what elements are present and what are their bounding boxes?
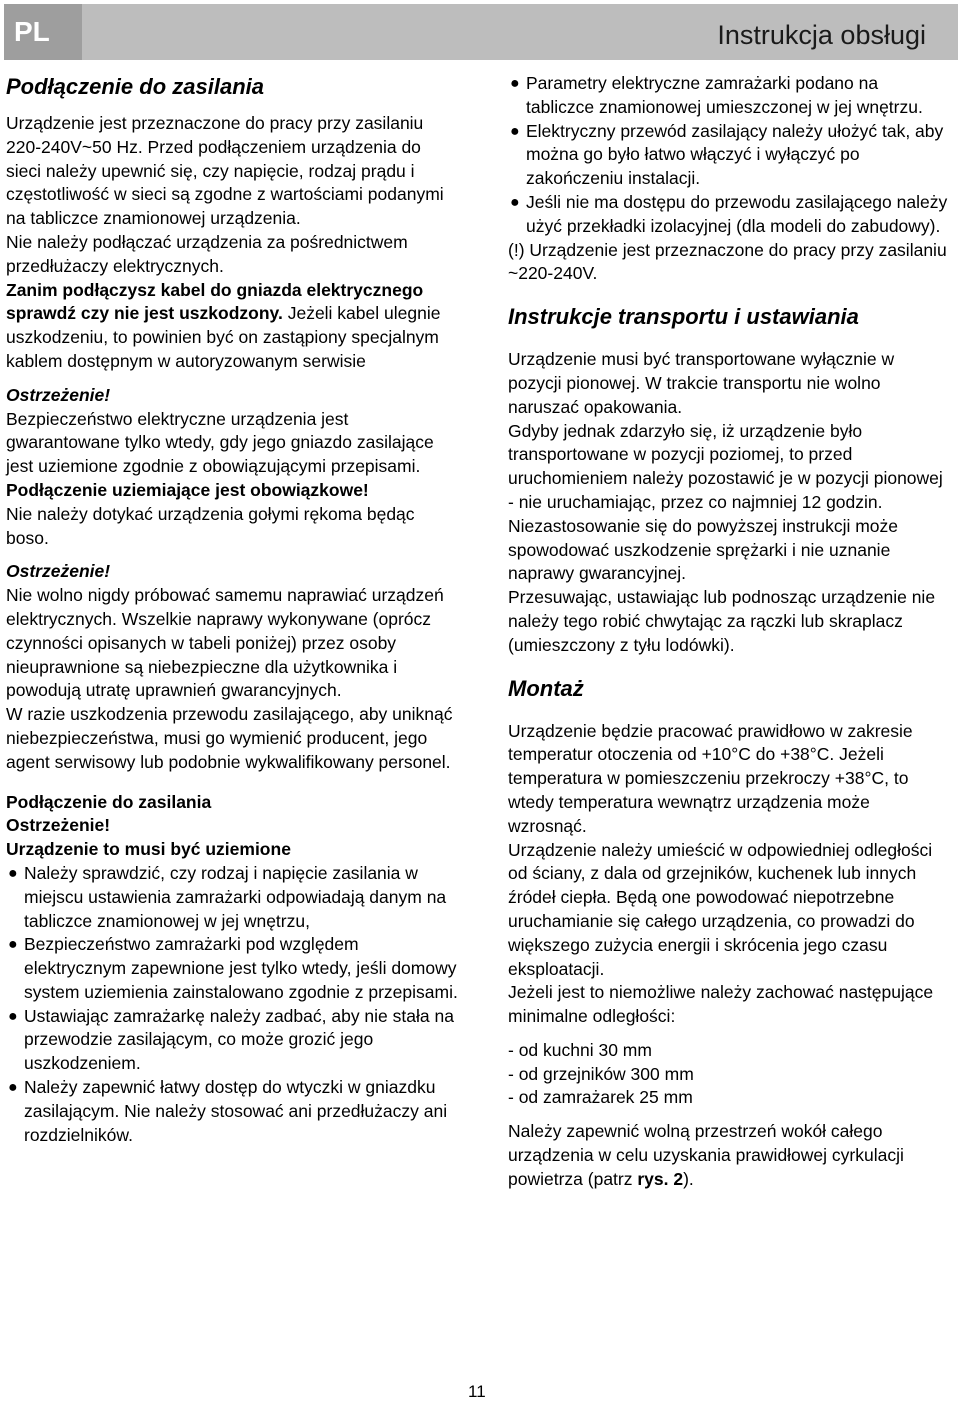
paragraph-cable xyxy=(6,279,460,374)
paragraph-barefoot: Nie należy dotykać urządzenia gołymi rękoma będąc boso. xyxy=(6,503,415,548)
paragraph-compressor: Niezastosowanie się do powyższej instrukcji może spowodować uszkodzenie sprężarki i nie uznanie naprawy gwarancyjnej. xyxy=(508,515,899,584)
left-column xyxy=(6,72,460,1147)
list-item: ● Parametry elektryczne zamrażarki podano na tabliczce znamionowej umieszczonej w jej wnętrzu. xyxy=(510,73,923,117)
bullet-icon: ● xyxy=(510,122,520,140)
paragraph-transport-vertical: Urządzenie musi być transportowane wyłącznie w pozycji pionowej. W trakcie transportu nie wolno naruszać opakowania. xyxy=(508,349,895,417)
list-item: ● Należy zapewnić łatwy dostęp do wtyczki w gniazdku zasilającym. Nie należy stosować ani przedłużaczy ani rozdzielników. xyxy=(8,1077,448,1145)
bullet-icon: ● xyxy=(8,1007,18,1025)
cable-check-rest: Jeżeli kabel ulegnie uszkodzeniu, to powinien być on zastąpiony specjalnym kablem dostępnym w autoryzowanym serwisie xyxy=(6,303,441,371)
paragraph-air-circulation: Należy zapewnić wolną przestrzeń wokół całego urządzenia w celu uzyskania prawidłowej cyrkulacji powietrza (patrz rys. 2). xyxy=(508,1121,904,1189)
list-item: ● Jeśli nie ma dostępu do przewodu zasilającego należy użyć przekładki izolacyjnej (dla modeli do zabudowy). xyxy=(510,191,948,236)
paragraph-grounding: Podłączenie uziemiające jest obowiązkowe! xyxy=(6,479,369,500)
paragraph-handles: Przesuwając, ustawiając lub podnosząc urządzenie nie należy tego robić chwytając za rączki lub skraplacz (umieszczony z tyłu lodówki). xyxy=(508,587,936,655)
bullet-icon: ● xyxy=(8,1079,18,1097)
distance-kitchen: - od kuchni 30 mm xyxy=(508,1039,652,1060)
bullet-icon: ● xyxy=(510,193,520,211)
subheading-warning: Ostrzeżenie! xyxy=(6,815,111,836)
paragraph-transport-horizontal: Gdyby jednak zdarzyło się, iż urządzenie było transportowane w pozycji poziomej, to przed uruchomieniem należy pozostawić je w pozycji pionowej - nie uruchamiając, przez co najmniej 12 godzin. xyxy=(508,420,943,512)
distance-freezer: - od zamrażarek 25 mm xyxy=(508,1087,693,1108)
subheading-power: Podłączenie do zasilania xyxy=(6,791,212,812)
voltage-note: (!) Urządzenie jest przeznaczone do pracy przy zasilaniu ~220-240V. xyxy=(508,239,947,284)
paragraph-repairs: Nie wolno nigdy próbować samemu naprawiać urządzeń elektrycznych. Wszelkie naprawy wykonywane (oprócz czynności opisanych w tabeli poniżej) przez osoby nieuprawnione są niebezpieczne dla użytkownika i powodują utratę uprawnień gwarancyjnych. xyxy=(6,585,444,701)
list-item: ● Bezpieczeństwo zamrażarki pod względem elektrycznym zapewnione jest tylko wtedy, jeśli domowy system uziemienia zainstalowano zgodnie z przepisami. xyxy=(8,934,458,1002)
paragraph-extension: Nie należy podłączać urządzenia za pośrednictwem przedłużaczy elektrycznych. xyxy=(6,231,408,276)
paragraph-distances-intro: Jeżeli jest to niemożliwe należy zachować następujące minimalne odległości: xyxy=(508,982,934,1027)
paragraph-voltage: Urządzenie jest przeznaczone do pracy przy zasilaniu 220-240V~50 Hz. Przed podłączeniem urządzenia do sieci należy upewnić się, czy napięcie, rodzaj prądu i częstotliwość w sieci są zgodne z wartościami podanymi na tabliczce znamionowej urządzenia. xyxy=(6,113,444,229)
warning-label-2: Ostrzeżenie! xyxy=(6,561,111,582)
distance-radiator: - od grzejników 300 mm xyxy=(508,1063,694,1084)
figure-reference: rys. 2 xyxy=(637,1168,684,1189)
right-column xyxy=(508,72,948,1192)
section-heading-power: Podłączenie do zasilania xyxy=(6,74,264,99)
list-item: ● Ustawiając zamrażarkę należy zadbać, aby nie stała na przewodzie zasilającym, co może grozić jego uszkodzeniem. xyxy=(8,1005,454,1074)
subheading-grounded: Urządzenie to musi być uziemione xyxy=(6,839,291,860)
paragraph-placement: Urządzenie należy umieścić w odpowiedniej odległości od ściany, z dala od grzejników, kuchenek lub innych źródeł ciepła. Będą one powodować niepotrzebne uruchamianie się całego urządzenia, co prowadzi do większego zużycia energii i skrócenia jego czasu eksploatacji. xyxy=(508,839,933,979)
list-item: ● Należy sprawdzić, czy rodzaj i napięcie zasilania w miejscu ustawienia zamrażarki odpowiadają danym na tabliczce znamionowej w jej wnętrzu, xyxy=(8,862,447,931)
section-heading-transport: Instrukcje transportu i ustawiania xyxy=(508,304,859,330)
bullet-icon: ● xyxy=(510,75,520,92)
cable-check-bold: Zanim podłączysz kabel do gniazda elektrycznego sprawdź czy nie jest uszkodzony. xyxy=(6,279,424,324)
bullet-icon: ● xyxy=(8,936,18,954)
page-header xyxy=(0,0,960,60)
section-heading-installation: Montaż xyxy=(508,675,584,701)
page-number: 11 xyxy=(468,1382,486,1401)
warning-label-1: Ostrzeżenie! xyxy=(6,384,111,405)
paragraph-cord-replace: W razie uszkodzenia przewodu zasilającego, aby uniknąć niebezpieczeństwa, musi go wymienić producent, jego agent serwisowy lub podobnie wykwalifikowany personel. xyxy=(6,704,453,772)
document-title: Instrukcja obsługi xyxy=(717,20,926,50)
list-item: ● Elektryczny przewód zasilający należy ułożyć tak, aby można go było łatwo włączyć i wyłączyć po zakończeniu instalacji. xyxy=(510,120,944,189)
language-tab xyxy=(4,4,82,60)
paragraph-safety: Bezpieczeństwo elektryczne urządzenia jest gwarantowane tylko wtedy, gdy jego gniazdo zasilające jest uziemione zgodnie z obowiązującymi przepisami. xyxy=(6,408,434,477)
language-code: PL xyxy=(14,16,50,47)
paragraph-temperature: Urządzenie będzie pracować prawidłowo w zakresie temperatur otoczenia od +10°C do +38°C. Jeżeli temperatura w pomieszczeniu przekroczy +38°C, to wtedy temperatura wewnątrz urządzenia może wzrosnąć. xyxy=(508,720,913,836)
bullet-icon: ● xyxy=(8,864,18,882)
